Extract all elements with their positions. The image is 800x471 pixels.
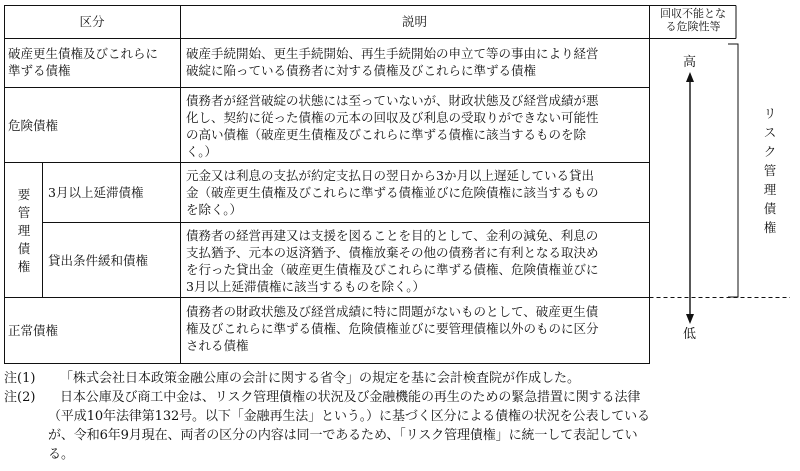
risk-management-label: リ ス ク 管 理 債 権 — [763, 106, 777, 235]
row-4-category: 貸出条件緩和債権 — [48, 253, 149, 268]
row-1-category: 破産更生債権及びこれらに 準ずる債権 — [8, 46, 159, 78]
note-2-line-4: る。 — [48, 447, 75, 462]
header-risk: 回収不能とな る危険性等 — [660, 7, 726, 33]
header-description: 説明 — [401, 14, 427, 29]
row-1-description: 破産手続開始、更生手続開始、再生手続開始の申立て等の事由により経営 破綻に陥っている債務者に対する債権及びこれらに準ずる債権 — [186, 46, 599, 78]
row-2-description: 債務者が経営破綻の状態には至っていないが、財政状態及び経営成績が悪 化し、契約に従った債権の元本の回収及び利息の受取りができない可能性 の高い債権（破産更生債権及びこれらに準ずる債権に該当するものを除 く。） — [186, 93, 599, 159]
row-3-category: 3月以上延滞債権 — [48, 185, 144, 200]
note-1-marker: 注(1) — [4, 371, 36, 386]
group-label-youkanri: 要 管 理 債 権 — [17, 187, 31, 274]
header-category: 区分 — [79, 14, 105, 29]
row-4-description: 債務者の経営再建又は支援を図ることを目的として、金利の減免、利息の 支払猶予、元本の返済猶予、債権放棄その他の債務者に有利となる取決め を行った貸出金（破産更生債権及びこれらに準ずる債権、危険債権並びに 3月以上延滞債権に該当するものを除く。） — [186, 228, 599, 294]
row-3-description: 元金又は利息の支払が約定支払日の翌日から3か月以上遅延している貸出 金（破産更生債権及びこれらに準ずる債権並びに危険債権に該当するもの を除く。） — [186, 168, 599, 217]
row-5-category: 正常債権 — [8, 323, 59, 338]
note-2-line-1: 日本公庫及び商工中金は、リスク管理債権の状況及び金融機能の再生のための緊急措置に関する法律 — [60, 390, 641, 405]
risk-high-label: 高 — [683, 55, 697, 70]
note-2-line-3: が、令和6年9月現在、両者の区分の内容は同一であるため、「リスク管理債権」に統一して表記してい — [48, 428, 638, 443]
row-5-description: 債務者の財政状態及び経営成績に特に問題がないものとして、破産更生債 権及びこれらに準ずる債権、危険債権並びに要管理債権以外のものに区分 される債権 — [186, 304, 599, 353]
risk-arrow — [686, 72, 694, 324]
note-1-text: 「株式会社日本政策金融公庫の会計に関する省令」の規定を基に会計検査院が作成した。 — [60, 371, 581, 386]
note-2-marker: 注(2) — [4, 390, 36, 405]
row-2-category: 危険債権 — [8, 118, 59, 133]
risk-low-label: 低 — [683, 327, 697, 342]
note-2-line-2: （平成10年法律第132号。以下「金融再生法」という。）に基づく区分による債権の状況を公表している — [48, 409, 650, 424]
